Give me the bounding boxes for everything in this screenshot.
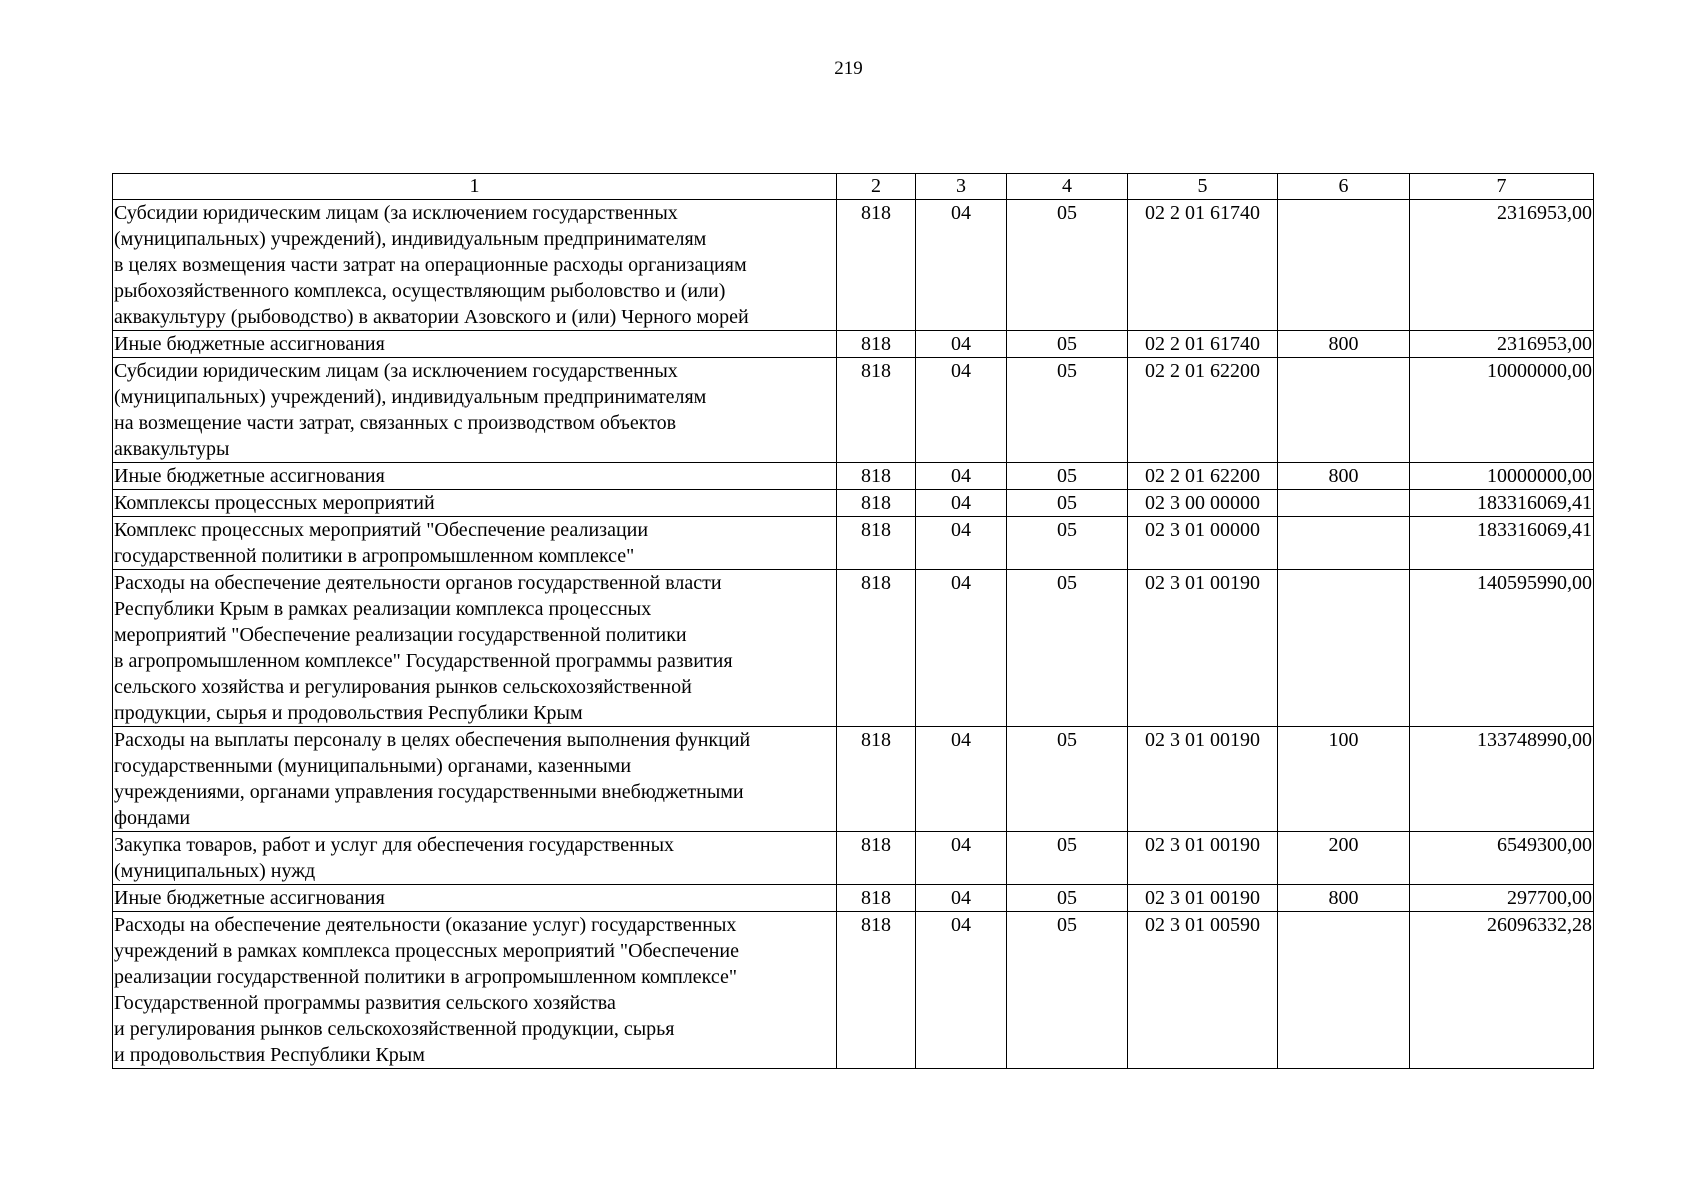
cell-target-article: 02 3 00 00000 (1128, 490, 1278, 517)
cell-admin-code: 818 (837, 885, 916, 912)
table-body (113, 200, 1594, 1069)
cell-amount: 2316953,00 (1410, 200, 1594, 331)
cell-admin-code: 818 (837, 517, 916, 570)
table-row (113, 885, 1594, 912)
cell-subsection: 05 (1007, 832, 1128, 885)
cell-admin-code: 818 (837, 727, 916, 832)
cell-admin-code: 818 (837, 832, 916, 885)
cell-section: 04 (916, 727, 1007, 832)
cell-target-article: 02 3 01 00190 (1128, 832, 1278, 885)
cell-subsection: 05 (1007, 490, 1128, 517)
cell-admin-code: 818 (837, 331, 916, 358)
header-col-4: 4 (1007, 174, 1128, 200)
cell-description: Расходы на обеспечение деятельности (оказание услуг) государственных учреждений в рамках комплекса процессных мероприятий "Обеспечение реализации государственной политики в агропромышленном комплексе" Государственной программы развития сельского хозяйства и регулирования рынков сельскохозяйственной продукции, сырья и продовольствия Республики Крым (113, 912, 837, 1069)
header-col-2: 2 (837, 174, 916, 200)
cell-expense-type (1278, 490, 1410, 517)
cell-subsection: 05 (1007, 200, 1128, 331)
cell-description: Комплекс процессных мероприятий "Обеспечение реализации государственной политики в агропромышленном комплексе" (113, 517, 837, 570)
cell-description: Расходы на обеспечение деятельности органов государственной власти Республики Крым в рамках реализации комплекса процессных мероприятий "Обеспечение реализации государственной политики в агропромышленном комплексе" Государственной программы развития сельского хозяйства и регулирования рынков сельскохозяйственной продукции, сырья и продовольствия Республики Крым (113, 570, 837, 727)
cell-section: 04 (916, 358, 1007, 463)
cell-description: Иные бюджетные ассигнования (113, 463, 837, 490)
header-row (113, 174, 1594, 200)
cell-expense-type (1278, 570, 1410, 727)
table-row (113, 358, 1594, 463)
cell-expense-type (1278, 358, 1410, 463)
cell-amount: 133748990,00 (1410, 727, 1594, 832)
cell-target-article: 02 3 01 00590 (1128, 912, 1278, 1069)
cell-expense-type: 800 (1278, 331, 1410, 358)
cell-description: Субсидии юридическим лицам (за исключением государственных (муниципальных) учреждений), индивидуальным предпринимателям в целях возмещения части затрат на операционные расходы организациям рыбохозяйственного комплекса, осуществляющим рыболовство и (или) аквакультуру (рыбоводство) в акватории Азовского и (или) Черного морей (113, 200, 837, 331)
cell-subsection: 05 (1007, 517, 1128, 570)
cell-section: 04 (916, 517, 1007, 570)
cell-section: 04 (916, 463, 1007, 490)
table-row (113, 463, 1594, 490)
cell-target-article: 02 2 01 61740 (1128, 200, 1278, 331)
header-col-1: 1 (113, 174, 837, 200)
table-header (113, 174, 1594, 200)
cell-admin-code: 818 (837, 490, 916, 517)
table-row (113, 912, 1594, 1069)
cell-subsection: 05 (1007, 570, 1128, 727)
cell-target-article: 02 2 01 62200 (1128, 358, 1278, 463)
cell-description: Расходы на выплаты персоналу в целях обеспечения выполнения функций государственными (муниципальными) органами, казенными учреждениями, органами управления государственными внебюджетными фондами (113, 727, 837, 832)
cell-admin-code: 818 (837, 570, 916, 727)
cell-section: 04 (916, 570, 1007, 727)
cell-target-article: 02 3 01 00190 (1128, 570, 1278, 727)
cell-subsection: 05 (1007, 912, 1128, 1069)
cell-target-article: 02 2 01 62200 (1128, 463, 1278, 490)
cell-subsection: 05 (1007, 727, 1128, 832)
cell-target-article: 02 3 01 00190 (1128, 885, 1278, 912)
cell-target-article: 02 3 01 00190 (1128, 727, 1278, 832)
cell-amount: 183316069,41 (1410, 517, 1594, 570)
cell-expense-type (1278, 200, 1410, 331)
cell-expense-type (1278, 912, 1410, 1069)
cell-target-article: 02 3 01 00000 (1128, 517, 1278, 570)
cell-description: Закупка товаров, работ и услуг для обеспечения государственных (муниципальных) нужд (113, 832, 837, 885)
cell-description: Комплексы процессных мероприятий (113, 490, 837, 517)
table-row (113, 517, 1594, 570)
cell-description: Иные бюджетные ассигнования (113, 885, 837, 912)
header-col-5: 5 (1128, 174, 1278, 200)
cell-section: 04 (916, 200, 1007, 331)
cell-description: Иные бюджетные ассигнования (113, 331, 837, 358)
table-row (113, 490, 1594, 517)
cell-target-article: 02 2 01 61740 (1128, 331, 1278, 358)
budget-table (112, 173, 1594, 1069)
cell-amount: 6549300,00 (1410, 832, 1594, 885)
table-row (113, 832, 1594, 885)
table-row (113, 727, 1594, 832)
cell-description: Субсидии юридическим лицам (за исключением государственных (муниципальных) учреждений), индивидуальным предпринимателям на возмещение части затрат, связанных с производством объектов аквакультуры (113, 358, 837, 463)
cell-amount: 183316069,41 (1410, 490, 1594, 517)
cell-expense-type: 200 (1278, 832, 1410, 885)
cell-amount: 26096332,28 (1410, 912, 1594, 1069)
cell-expense-type: 800 (1278, 463, 1410, 490)
cell-section: 04 (916, 885, 1007, 912)
cell-section: 04 (916, 832, 1007, 885)
table-row (113, 570, 1594, 727)
cell-admin-code: 818 (837, 358, 916, 463)
table-row (113, 331, 1594, 358)
cell-section: 04 (916, 490, 1007, 517)
cell-subsection: 05 (1007, 885, 1128, 912)
cell-admin-code: 818 (837, 200, 916, 331)
table-row (113, 200, 1594, 331)
header-col-3: 3 (916, 174, 1007, 200)
cell-expense-type (1278, 517, 1410, 570)
cell-amount: 297700,00 (1410, 885, 1594, 912)
cell-admin-code: 818 (837, 463, 916, 490)
page-number: 219 (834, 58, 863, 79)
cell-section: 04 (916, 331, 1007, 358)
cell-amount: 10000000,00 (1410, 463, 1594, 490)
header-col-6: 6 (1278, 174, 1410, 200)
cell-expense-type: 800 (1278, 885, 1410, 912)
cell-subsection: 05 (1007, 331, 1128, 358)
cell-section: 04 (916, 912, 1007, 1069)
cell-amount: 140595990,00 (1410, 570, 1594, 727)
header-col-7: 7 (1410, 174, 1594, 200)
cell-amount: 10000000,00 (1410, 358, 1594, 463)
cell-admin-code: 818 (837, 912, 916, 1069)
cell-expense-type: 100 (1278, 727, 1410, 832)
cell-subsection: 05 (1007, 463, 1128, 490)
cell-amount: 2316953,00 (1410, 331, 1594, 358)
cell-subsection: 05 (1007, 358, 1128, 463)
